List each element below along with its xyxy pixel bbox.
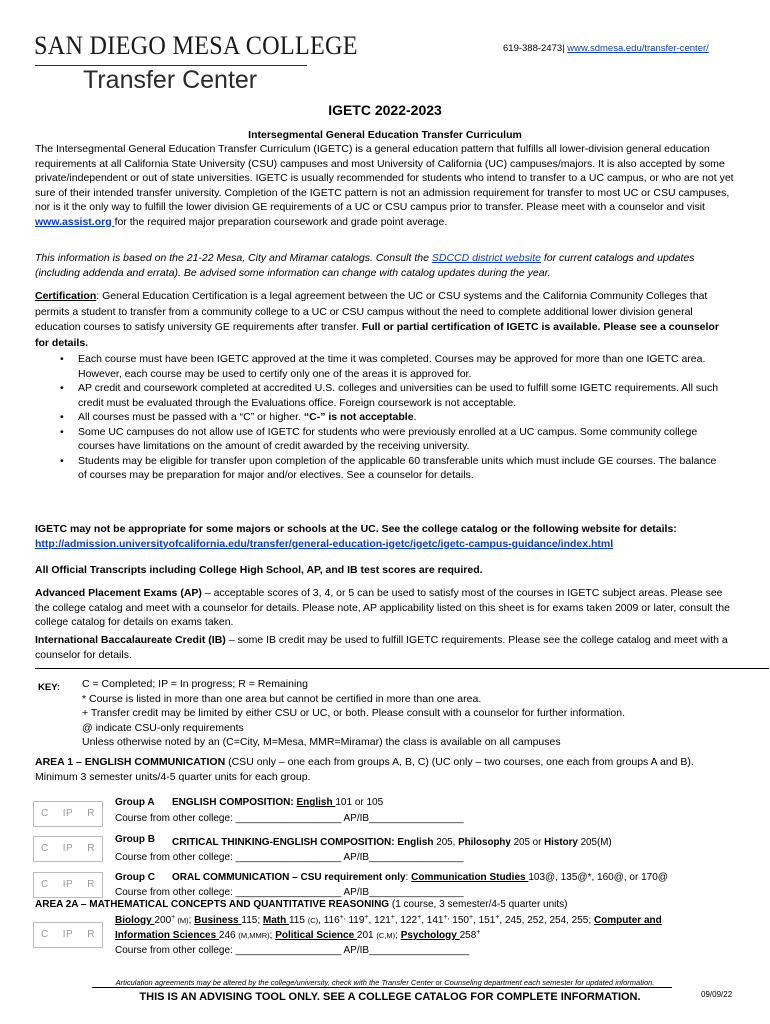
certification-paragraph [35,289,735,351]
course-run: 246 [218,930,239,941]
area2a-text: (1 course, 3 semester/4-5 quarter units) [389,899,568,910]
catalog-note-text: This information is based on the 21-22 Mesa, City and Miramar catalogs. Consult the [35,252,432,264]
group-b-title: CRITICAL THINKING-ENGLISH COMPOSITION: English [172,837,437,848]
group-c-label: Group C [115,872,155,883]
key-line: + Transfer credit may be limited by either CSU or UC, or both. Please consult with a counselor for further information. [82,707,626,719]
ib-label: International Baccalaureate Credit (IB) [35,634,226,646]
bullet-text: Students may be eligible for transfer upon completion of the applicable 60 transferable units which must include GE courses. The balance of courses may be preparation for major and/or electives. See a counselor for details. [78,454,717,481]
course-run: , 122 [394,915,418,926]
status-c[interactable]: C [41,928,49,940]
group-b-course3: History [544,837,581,848]
bullet-bold: “C-” is not acceptable [303,411,414,423]
key-line: Unless otherwise noted by an (C=City, M=Mesa, MMR=Miramar) the class is available on all campuses [82,736,561,748]
status-ip[interactable]: IP [62,842,74,854]
course-run: + [468,914,474,921]
bullet-text: Each course must have been IGETC approved at the time it was completed. Courses may be approved for more than one IGETC area. However, each course may be used to certify only one of the areas it is approved for. [78,353,706,380]
area2a-header [35,898,735,913]
group-b-num2: 205 or [513,837,545,848]
contact-line [503,42,709,57]
area1-header [35,755,735,784]
area2a-courses-line1 [115,914,662,929]
transfer-center-logo: Transfer Center [83,66,258,94]
page-title: IGETC 2022-2023 [328,102,442,118]
course-run: , 245, 252, 254, 255; [499,915,594,926]
group-b-course2: Philosophy [458,837,514,848]
status-boxes-group-a[interactable] [33,801,103,827]
status-c[interactable]: C [41,878,49,890]
course-other-college: Course from other college: ___________________ AP/IB__________________ [115,945,470,956]
transfer-center-link[interactable]: www.sdmesa.edu/transfer-center/ [567,43,709,54]
group-a-title: ENGLISH COMPOSITION: [172,797,297,808]
status-boxes-area2a[interactable] [33,922,103,948]
course-run: , 116 [318,915,340,926]
course-run: (C) [307,916,319,925]
section-divider [35,668,769,669]
sdccd-website-link[interactable]: SDCCD district website [431,252,541,264]
course-run: 200 [154,915,172,926]
college-logo-name: SAN DIEGO MESA COLLEGE [34,31,358,60]
ap-paragraph [35,586,737,630]
revision-date: 09/09/22 [701,990,733,999]
course-run: , 141 [421,915,444,926]
group-b-num1: 205, [436,837,459,848]
course-run: +, [339,914,346,921]
course-run: Computer and [593,915,662,926]
key-line: * Course is listed in more than one area but cannot be certified in more than one area. [82,692,482,705]
intro-tail: for the required major preparation coursework and grade point average. [114,215,448,228]
course-run: Math [262,915,289,926]
certification-text: General Education Certification is a legal agreement between the UC or CSU systems and the California Community Colleges that permits a student to transfer from a community college to a UC or CSU campus without the need to complete additional lower division general education courses to satisfy university GE requirements after transfer. [35,290,708,333]
bullet-text: Some UC campuses do not allow use of IGETC for students who were previously enrolled at a UC campus. Some community college courses have limitations on the amount of credit awarded by the receiving university. [78,425,698,452]
group-c-desc [172,871,668,886]
status-c[interactable]: C [41,842,49,854]
page-subtitle: Intersegmental General Education Transfer Curriculum [248,129,522,141]
list-item [56,352,726,381]
status-ip[interactable]: IP [62,928,74,940]
status-ip[interactable]: IP [62,878,74,890]
status-r[interactable]: R [87,878,95,890]
status-r[interactable]: R [87,807,95,819]
uc-note [35,522,735,551]
course-run: 258 [459,930,477,941]
area2a-courses-line2 [115,929,480,944]
group-a-numbers: 101 or 105 [335,797,384,808]
ib-paragraph [35,633,735,662]
group-b-label: Group B [115,834,155,845]
bullet-after: . [413,411,417,423]
course-other-college: Course from other college: ___________________ AP/IB_________________ [115,813,464,824]
key-line: @ indicate CSU-only requirements [82,721,244,734]
intro-text: The Intersegmental General Education Transfer Curriculum (IGETC) is a general education pattern that fulfills all lower-division general education requirements at all California State University (CSU) campuses and most University of California (UC) campuses/majors. It is also accepted by some private/independent or out of state universities. IGETC is usually recommended for students who intend to transfer to a UC campus, or who are not yet sure of their intended transfer university. Completion of the IGETC pattern is not an admission requirement for transfer to most UC or CSU campuses, nor is it the only way to fulfill the lower division GE requirements of a UC or CSU campus prior to transfer. Please meet with a counselor and visit [35,143,734,213]
course-run: Political Science [275,930,357,941]
certification-bold: Full or partial certification of IGETC is available. Please see a counselor for details. [35,321,719,349]
key-line: C = Completed; IP = In progress; R = Remaining [82,678,308,690]
assist-org-link[interactable]: www.assist.org [35,215,115,228]
course-run: Psychology [400,930,460,941]
course-run: ; [269,930,276,941]
footer-divider [92,987,672,988]
course-run: + [364,914,369,921]
bullet-text: All courses must be passed with a “C” or higher. [78,411,304,423]
certification-colon: : [96,290,103,302]
catalog-note-tail: for current catalogs and updates (including addenda and errata). Be advised some information can change with catalog updates during the year. [35,252,695,279]
course-run: +, [443,914,450,921]
group-c-title: ORAL COMMUNICATION – CSU requirement only [172,872,406,883]
course-run: 115 [288,915,308,926]
status-boxes-group-b[interactable] [33,836,103,862]
group-a-course: English [296,797,336,808]
group-b-desc [172,836,612,851]
group-a-desc [172,796,383,811]
course-run: + [417,914,422,921]
group-c-numbers: 103@, 135@*, 160@, or 170@ [528,872,668,883]
course-run: + [171,914,176,921]
status-boxes-group-c[interactable] [33,872,103,898]
igetc-rules-list [56,352,726,483]
status-ip[interactable]: IP [62,807,74,819]
list-item [56,410,726,425]
course-run: 150 [449,915,469,926]
status-r[interactable]: R [87,928,95,940]
area1-label: AREA 1 – ENGLISH COMMUNICATION [35,756,226,768]
phone-number: 619-388-2473| [503,43,565,54]
area1-text: (CSU only – one each from groups A, B, C) (UC only – two courses, one each from groups A and B). Minimum 3 semester units/4-5 quarter units for each group. [35,756,694,783]
course-run: + [495,914,500,921]
area2a-label: AREA 2A – MATHEMATICAL CONCEPTS AND QUANTITATIVE REASONING [35,899,390,910]
course-run: Biology [115,915,155,926]
group-b-num3: 205(M) [580,837,612,848]
intro-paragraph [35,142,737,229]
group-a-label: Group A [115,797,155,808]
group-c-colon: : [405,872,412,883]
ap-text: – acceptable scores of 3, 4, or 5 can be used to satisfy most of the courses in IGETC subject areas. Please see the college catalog and meet with a counselor for details. Please note, AP applicability listed on this sheet is for exams taken 2009 or later, consult the college catalog for details on exams taken. [35,587,730,628]
key-label: KEY: [38,682,60,693]
course-run: Business [194,915,242,926]
course-run: (C,M) [376,931,396,940]
course-run: 201 [356,930,377,941]
course-run: , 121 [368,915,391,926]
course-run: 119 [345,915,365,926]
course-other-college: Course from other college: ___________________ AP/IB_________________ [115,852,464,863]
list-item [56,454,726,483]
course-run: + [476,929,481,936]
course-run: + [390,914,395,921]
status-r[interactable]: R [87,842,95,854]
course-run: Information Sciences [115,930,219,941]
key-legend [82,677,742,750]
transcripts-note: All Official Transcripts including College High School, AP, and IB test scores are required. [35,564,483,576]
course-run: (M) [175,916,189,925]
list-item [56,425,726,454]
articulation-note: Articulation agreements may be altered by the college/university, check with the Transfer Center or Counseling department each semester for updated information. [115,978,655,987]
course-run: 115; [241,915,263,926]
catalog-note [35,251,725,280]
course-run: ; [188,915,195,926]
ib-text: – some IB credit may be used to fulfill IGETC requirements. Please see the college catalog and meet with a counselor for details. [35,634,728,661]
uc-note-text: IGETC may not be appropriate for some majors or schools at the UC. See the college catalog or the following website for details: [35,523,677,535]
course-run: (M,MMR) [238,931,270,940]
group-c-course: Communication Studies [411,872,529,883]
certification-label: Certification [35,290,97,302]
bullet-text: AP credit and coursework completed at accredited U.S. colleges and universities can be used to fulfill some IGETC requirements. All such credit must be evaluated through the Evaluations office. Foreign coursework is not acceptable. [78,382,719,409]
course-run: ; [395,930,401,941]
ap-label: Advanced Placement Exams (AP) [35,587,202,599]
course-run: , 151 [473,915,496,926]
advising-disclaimer: THIS IS AN ADVISING TOOL ONLY. SEE A COLLEGE CATALOG FOR COMPLETE INFORMATION. [139,991,641,1003]
list-item [56,381,726,410]
uc-guidance-link[interactable]: http://admission.universityofcalifornia.edu/transfer/general-education-igetc/igetc/igetc-campus-guidance/index.html [35,537,614,550]
status-c[interactable]: C [41,807,49,819]
course-other-college: Course from other college: ___________________ AP/IB_________________ [115,887,464,898]
